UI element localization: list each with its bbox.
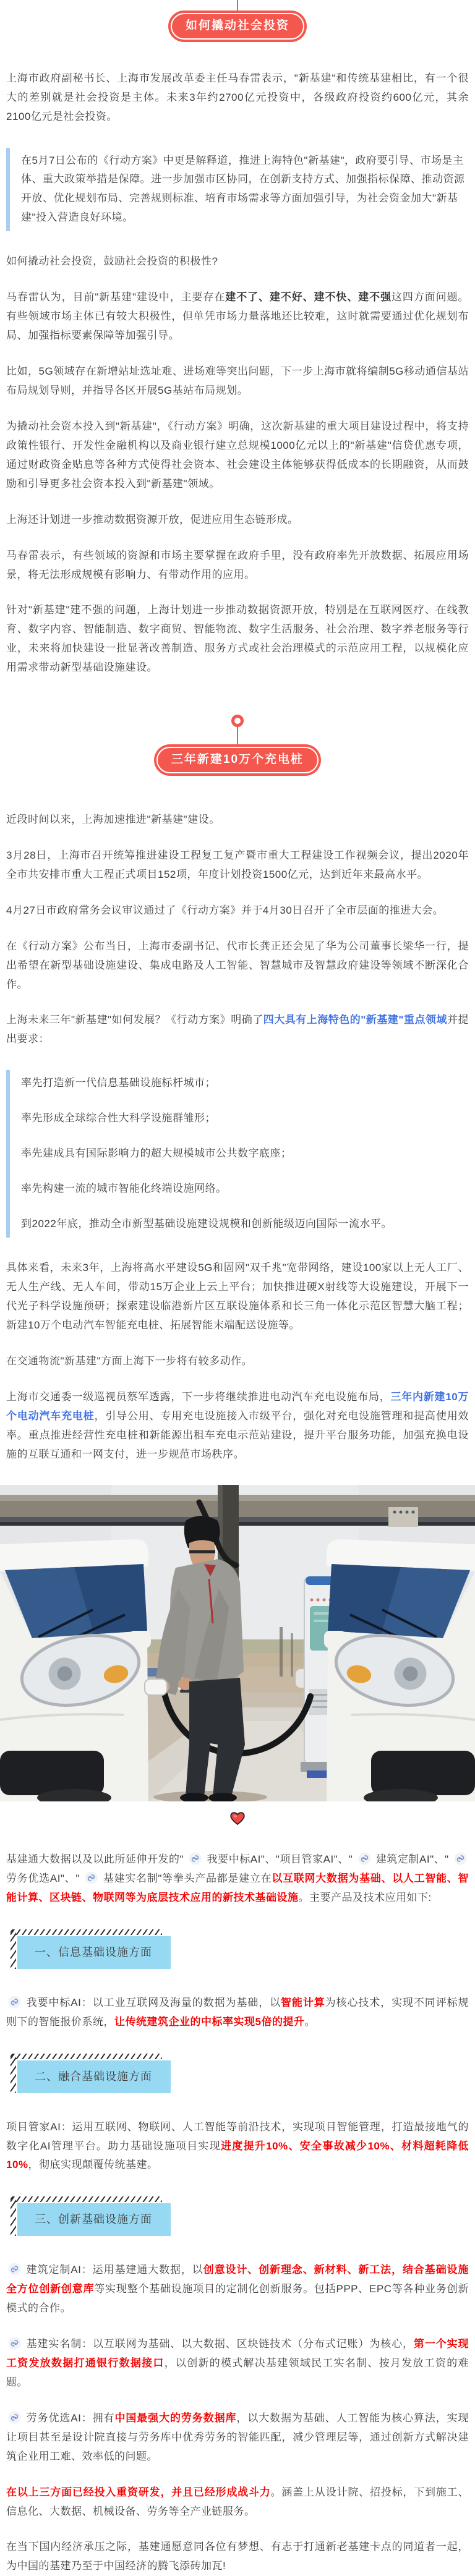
body-text: 在《行动方案》公布当日，上海市委副书记、代市长龚正还会见了华为公司董事长梁华一行，提出希望在新型基础设施建设、集成电路及人工智能、智慧城市及智慧政府建设等领域不断深化合作。 [6,940,469,990]
body-text: 基建实名制"等拳头产品都是建立在 [103,1872,272,1885]
link-icon[interactable] [6,1997,27,2009]
body-text: 如何撬动社会投资，鼓励社会投资的积极性? [6,255,218,268]
article-photo [0,1485,475,1801]
section-heading-wrap [17,2203,469,2236]
body-text: 。 [304,2015,315,2028]
paragraph [6,901,469,920]
paragraph [6,1388,469,1464]
body-text: 在当下国内经济承压之际，基建通愿意同各位有梦想、有志于打通新老基建卡点的同道者一起，为中国的基建乃至于中国经济的腾飞添砖加瓦! [6,2541,469,2572]
section-heading: 一、信息基础设施方面 [17,1936,171,1969]
paragraph [6,1259,469,1335]
highlight-red: 智能计算 [281,1996,325,2009]
body-text: 马春雷认为，目前"新基建"建设中，主要存在 [6,291,226,304]
body-text: 我要中标AI：以工业互联网及海量的数据为基础，以 [26,1996,281,2009]
paragraph [6,1994,469,2032]
section-heading: 三、创新基础设施方面 [17,2203,171,2236]
link-icon[interactable] [80,1872,103,1884]
paragraph [6,1011,469,1049]
highlight-red: 中国最强大的劳务数据库 [114,2412,237,2424]
body-text: 等实现整个基础设施项目的定制化创新服务。包括PPP、EPC等各种业务创新模式的合作。 [6,2283,469,2314]
section-heading: 二、融合基础设施方面 [17,2060,171,2093]
highlight-red: 以互联网大数据为基础、以人工智能、智能计算、区块链、物联网等为底层技术应用的新技术基础设施 [6,1872,469,1904]
paragraph [6,1850,469,1908]
badge-connector-line [237,0,238,11]
body-text: 马春雷表示，有些领域的资源和市场主要掌握在政府手里，没有政府率先开放数据、拓展应用场景，将无法形成规模有影响力、有带动作用的应用。 [6,549,469,580]
section-heading-wrap [17,1936,469,1969]
highlight-blue: 三年内新建10万个电动汽车充电桩 [6,1390,469,1422]
paragraph [6,601,469,678]
body-text: ，引导公用、专用充电设施接入市级平台，强化对充电设施管理和提高使用效率。重点推进经营性充电桩和新能源出租车充电示范站建设，提升平台服务功能，加强充换电设施的互联互通和一网支付，进一步规范市场秩序。 [6,1409,469,1460]
section-badge-block [6,0,469,42]
badge-connector-ring [231,715,244,727]
section-badge-label: 如何撬动社会投资 [171,13,304,40]
quote-paragraph: 到2022年底，推动全市新型基础设施建设规模和创新能级迈向国际一流水平。 [21,1218,392,1230]
paragraph [6,2261,469,2318]
section-badge [168,11,307,42]
body-text: 4月27日市政府常务会议审议通过了《行动方案》并于4月30日召开了全市层面的推进大会。 [6,904,444,916]
body-text: 上海市交通委一级巡视员蔡军透露，下一步将继续推进电动汽车充电设施布局， [6,1390,391,1403]
body-text: 基建实名制：以互联网为基础、以大数据、区块链技术（分布式记账）为核心， [26,2337,414,2350]
highlight-blue: 四大具有上海特色的"新基建"重点领域 [263,1014,447,1026]
link-icon[interactable] [6,2338,27,2350]
quote-paragraph: 率先打造新一代信息基础设施标杆城市； [21,1077,216,1089]
body-text: ，以大数据为基础、人工智能为核心算法，实现让项目甚至是设计院直接与劳务库中优秀劳务的智能匹配，减少管理层等，通过创新方式解决建筑企业用工难、效率低的问题。 [6,2412,469,2462]
body-text: ，彻底实现颠覆传统基建。 [28,2159,158,2171]
body-text: 上海未来三年"新基建"如何发展？《行动方案》明确了 [6,1014,263,1026]
link-icon[interactable] [353,1853,376,1865]
body-text: 并提出要求： [6,1014,469,1045]
section-heading-wrap [17,2060,469,2093]
paragraph [6,546,469,585]
body-text: 针对"新基建"建不强的问题，上海计划进一步推动数据资源开放，特别是在互联网医疗、在线教育、数字内容、智能制造、数字商贸、智能物流、数字生活服务、社会治理、数字养老服务等行业，未来将加快建设一批显著改善制造、服务方式或社会治理模式的示范应用工程，以规模化应用需求带动新型基础设施建设。 [6,604,469,674]
body-text: 项目管家AI：运用互联网、物联网、人工智能等前沿技术，实现项目智能管理，打造最接地气的数字化AI管理平台。助力基础设施项目实现 [6,2120,469,2152]
quote-block [6,148,469,232]
heart-icon [6,1811,469,1833]
paragraph [6,2538,469,2576]
paragraph [6,69,469,127]
body-text: 劳务优选AI"、" [6,1872,80,1885]
body-text: 我要中标AI"、"项目管家AI"、" [207,1853,353,1866]
body-text: 为核心技术，实现不同评标规则下的智能报价系统， [6,1996,469,2028]
quote-paragraph: 率先构建一流的城市智能化终端设施网络。 [21,1183,227,1195]
link-icon[interactable] [449,1853,469,1865]
body-text: 。主要产品及技术应用如下: [298,1892,432,1904]
body-text: 在交通物流"新基建"方面上海下一步将有较多动作。 [6,1354,253,1367]
body-text: 这四方面问题。有些领域市场主体已有较大积极性，但单凭市场力量落地还比较难，这时就需要通过优化规划布局、加强指标要素保障等加强引导。 [6,291,469,342]
body-text: ，以创新的模式解决基建领域民工实名制、按月发放工资的难题。 [6,2357,469,2388]
body-text: 。涵盖上从设计院、招投标，下到施工、信息化、大数据、机械设备、劳务等全产业链服务。 [6,2486,469,2517]
highlight-red: 第一个实现工资发放数据打通银行数据接口 [6,2337,469,2369]
paragraph [6,2409,469,2467]
highlight-red: 让传统建筑企业的中标率实现5倍的提升 [114,2015,305,2028]
link-icon[interactable] [6,2412,27,2424]
highlight-red: 创意设计、创新理念、新材料、新工法，结合基础设施全方位创新创意库 [6,2264,469,2295]
paragraph [6,417,469,494]
body-text: 比如，5G领域存在新增站址选址难、进场难等突出问题，下一步上海市就将编制5G移动通信基站布局规划导则，并指导各区开展5G基站布局规划。 [6,365,469,396]
paragraph [6,362,469,401]
body-text: 具体来看，未来3年，上海将高水平建设5G和固网"双千兆"宽带网络，建设100家以上无人工厂、无人生产线、无人车间，带动15万企业上云上平台；加快推进硬X射线等大设施建设，开展下一代光子科学设施预研；探索建设临港新片区互联设施体系和长三角一体化示范区智慧大脑工程；新建10万个电动汽车智能充电桩、拓展智能末端配送设施等。 [6,1262,469,1331]
quote-paragraph: 在5月7日公布的《行动方案》中更是解释道，推进上海特色"新基建"，政府要引导、市场是主体、重大政策举措是保障。进一步加强市区协同，在创新支持方式、加强指标保障、推动资源开放、优化规划布局、完善规则标准、培育市场需求等方面加强引导，为社会资金加大"新基建"投入营造良好环境。 [21,154,465,224]
paragraph [6,2118,469,2175]
quote-block [6,1070,469,1238]
section-badge-label: 三年新建10万个充电桩 [156,747,319,773]
section-badge [154,744,321,776]
paragraph [6,937,469,995]
body-text: 建筑定制AI：运用基建通大数据，以 [26,2264,203,2276]
quote-paragraph: 率先形成全球综合性大科学设施群雏形； [21,1112,216,1124]
body-text: 为撬动社会资本投入到"新基建"，《行动方案》明确，这次新基建的重大项目建设过程中，将支持政策性银行、开发性金融机构以及商业银行建立总规模1000亿元以上的"新基建"信贷优惠专项，通过财政资金贴息等各种方式使得社会资本、社会建设主体能够获得低成本的长期融资，从而鼓励和引导更多社会资本投入到"新基建"领域。 [6,420,469,490]
body-text: 基建通大数据以及以此所延伸开发的" [6,1853,184,1866]
body-text: 上海市政府副秘书长、上海市发展改革委主任马春雷表示，"新基建"和传统基建相比，有一个很大的差别就是社会投资是主体。未来3年约2700亿元投资中，各级政府投资约600亿元，其余2100亿元是社会投资。 [6,72,469,122]
badge-connector-line [237,727,238,744]
body-text: 3月28日，上海市召开统筹推进建设工程复工复产暨市重大工程建设工作视频会议，提出2020年全市共安排市重大工程正式项目152项，年度计划投资1500亿元，达到近年来最高水平。 [6,849,469,880]
highlight-red: 进度提升10%、安全事故减少10%、材料超耗降低10% [6,2140,469,2171]
paragraph [6,846,469,885]
quote-paragraph: 率先建成具有国际影响力的超大规模城市公共数字底座； [21,1147,292,1160]
section-badge-block [6,715,469,776]
body-text: 近段时间以来，上海加速推进"新基建"建设。 [6,813,220,825]
body-text: 建筑定制AI"、" [375,1853,449,1866]
paragraph [6,2483,469,2522]
paragraph [6,1352,469,1371]
link-icon[interactable] [184,1853,207,1865]
body-text: 上海还计划进一步推动数据资源开放，促进应用生态链形成。 [6,513,299,525]
highlight-red: 在以上三方面已经投入重资研发，并且已经形成战斗力 [6,2486,271,2498]
paragraph [6,511,469,530]
link-icon[interactable] [6,2264,27,2276]
body-text: 劳务优选AI：拥有 [26,2412,115,2424]
paragraph [6,288,469,346]
paragraph [6,252,469,271]
bold-text: 建不了、建不好、建不快、建不强 [225,291,392,304]
paragraph [6,2335,469,2392]
paragraph [6,810,469,830]
